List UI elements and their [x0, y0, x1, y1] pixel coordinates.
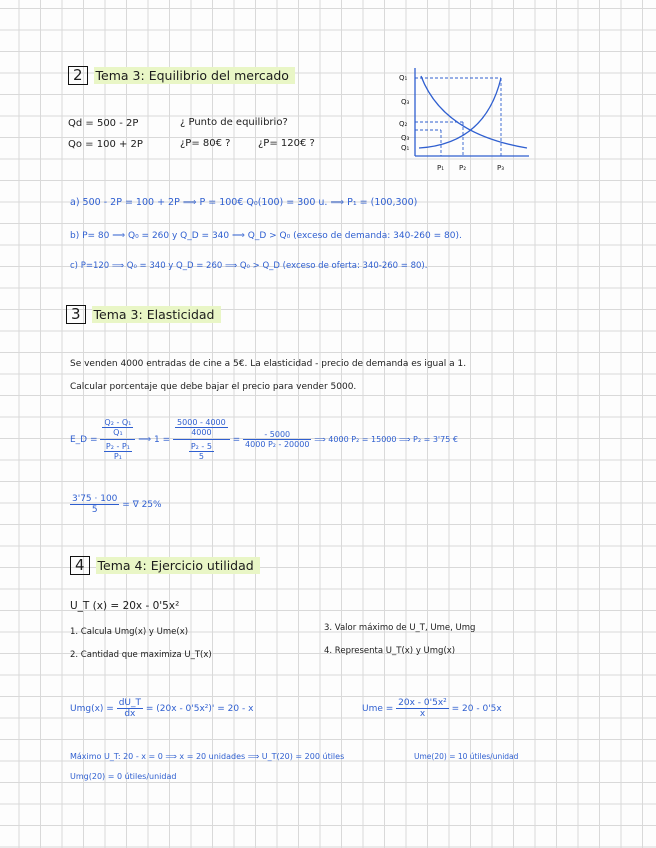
formula-term: dx — [124, 709, 136, 719]
demand-curve — [421, 76, 527, 148]
ex3-percentage-result: = ∇ 25% — [122, 500, 162, 510]
graph-y-label: Q₃ — [401, 134, 410, 142]
graph-y-label: Q₁ — [401, 144, 410, 152]
ex4-marginal-utility — [70, 698, 253, 719]
formula-term: 3'75 · 100 — [72, 494, 118, 504]
ex2-answer-b: b) P= 80 ⟹ Q₀ = 260 y Q_D = 340 ⟹ Q_D > Q₀ (exceso de demanda: 340-260 = 80). — [70, 231, 462, 241]
graph-y-label: Q₃ — [401, 98, 410, 106]
formula-term: x — [419, 709, 426, 719]
ex4-maximum-line: Máximo U_T: 20 - x = 0 ⟹ x = 20 unidades ⟹ U_T(20) = 200 útiles — [70, 752, 345, 761]
umg-label: Umg(x) = — [70, 704, 114, 714]
formula-term: 5000 - 4000 — [177, 418, 226, 427]
ume-result: = 20 - 0'5x — [451, 704, 502, 714]
formula-term: Q₁ — [113, 428, 123, 437]
formula-term: 4000 P₂ - 20000 — [245, 440, 310, 449]
ex3-elasticity-work — [70, 418, 458, 461]
ex4-task-4: 4. Representa U_T(x) y Umg(x) — [324, 646, 456, 656]
ex3-simplified — [243, 430, 311, 449]
ex4-task-3: 3. Valor máximo de U_T, Ume, Umg — [324, 623, 476, 633]
ex2-title: Tema 3: Equilibrio del mercado — [94, 67, 295, 84]
ex2-heading — [68, 66, 295, 85]
formula-term: 5 — [198, 452, 204, 461]
ex4-ume-at-20: Ume(20) = 10 útiles/unidad — [414, 752, 519, 761]
graph-x-label: P₃ — [497, 164, 505, 172]
ex3-arrow: ⟹ 1 = — [138, 435, 171, 445]
formula-term: dU_T — [118, 698, 142, 708]
ex3-substituted-formula — [173, 418, 230, 461]
ex3-equals: = — [232, 435, 241, 445]
ex3-statement-2: Calcular porcentaje que debe bajar el precio para vender 5000. — [70, 382, 357, 392]
ex4-average-utility — [362, 698, 502, 719]
ex3-statement-1: Se venden 4000 entradas de cine a 5€. La elasticidad - precio de demanda es igual a 1. — [70, 359, 467, 369]
ex2-number: 2 — [68, 66, 88, 85]
formula-term: P₁ — [113, 452, 122, 461]
ume-label: Ume = — [362, 704, 394, 714]
formula-term: 4000 — [191, 428, 212, 437]
ex4-umg-at-20: Umg(20) = 0 útiles/unidad — [70, 772, 177, 781]
formula-term: P₂ - 5 — [190, 442, 212, 451]
ex2-answer-c: c) P=120 ⟹ Q₀ = 340 y Q_D = 260 ⟹ Q₀ > Q_D (exceso de oferta: 340-260 = 80). — [70, 261, 428, 271]
graph-y-label: Q₁ — [399, 74, 408, 82]
ex2-question-1: ¿ Punto de equilibrio? — [180, 117, 288, 128]
ex2-question-2: ¿P= 80€ ? — [180, 138, 231, 149]
ex2-demand-eq: Qd = 500 - 2P — [68, 118, 139, 129]
formula-term: 5 — [91, 505, 98, 515]
ex4-title: Tema 4: Ejercicio utilidad — [96, 557, 260, 574]
formula-term: Q₂ - Q₁ — [104, 418, 132, 427]
formula-term: P₂ - P₁ — [105, 442, 130, 451]
ex2-supply-eq: Qo = 100 + 2P — [68, 139, 143, 150]
graph-y-label: Q₂ — [399, 120, 408, 128]
umg-result: = (20x - 0'5x²)' = 20 - x — [145, 704, 254, 714]
formula-term: 20x - 0'5x² — [398, 698, 447, 708]
ex2-question-3: ¿P= 120€ ? — [258, 138, 315, 149]
ex4-task-1: 1. Calcula Umg(x) y Ume(x) — [70, 627, 189, 637]
ex3-heading — [66, 305, 221, 324]
formula-term: - 5000 — [243, 430, 311, 440]
ex3-result: ⟹ 4000 P₂ = 15000 ⟹ P₂ = 3'75 € — [314, 435, 458, 444]
ex4-heading — [70, 556, 260, 575]
ex4-task-2: 2. Cantidad que maximiza U_T(x) — [70, 650, 212, 660]
ex3-percentage — [70, 494, 162, 515]
ex3-ed-label: E_D = — [70, 435, 98, 445]
ex2-market-graph — [395, 64, 535, 179]
ex3-title: Tema 3: Elasticidad — [92, 306, 221, 323]
graph-x-label: P₂ — [459, 164, 467, 172]
ex4-utility-function: U_T (x) = 20x - 0'5x² — [70, 600, 180, 612]
graph-x-label: P₁ — [437, 164, 445, 172]
ex3-number: 3 — [66, 305, 86, 324]
ex3-elasticity-formula — [100, 418, 135, 461]
ex4-number: 4 — [70, 556, 90, 575]
ex2-answer-a: a) 500 - 2P = 100 + 2P ⟹ P = 100€ Q₀(100) = 300 u. ⟹ P₁ = (100,300) — [70, 197, 418, 208]
